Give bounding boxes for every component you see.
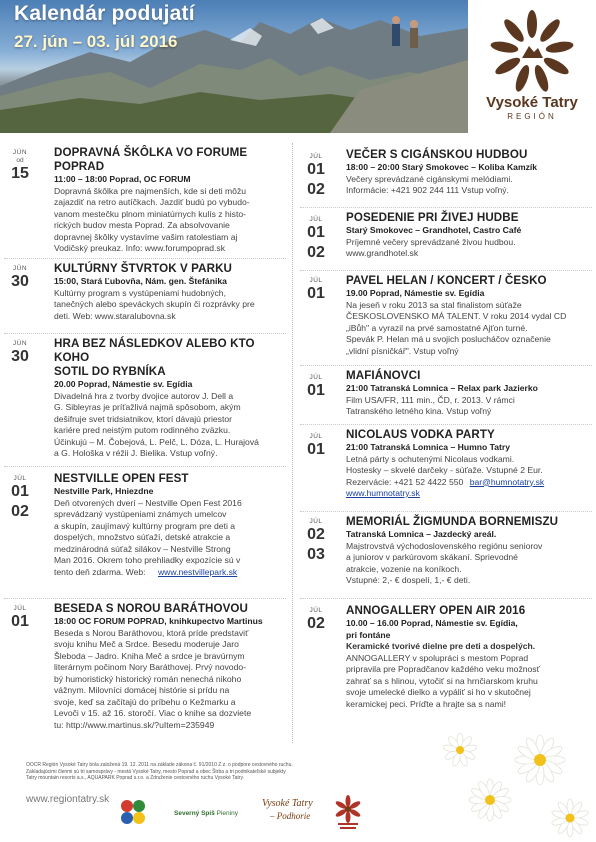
event-title: MAFIÁNOVCI (346, 369, 421, 382)
footer (0, 760, 596, 842)
event-day: 01 (11, 483, 29, 500)
event-month: JÚL (309, 277, 323, 284)
event-web-link[interactable]: www.humnotatry.sk (346, 488, 420, 498)
event-line: Tatranského letného kina. Vstup voľný (346, 406, 492, 416)
event-highlight: Keramické tvorivé dielne pre deti a dospelých. (346, 641, 536, 651)
mountain-photo (0, 0, 468, 133)
event-line: Man 2016. Okrem toho prehliadky expozície sú v (54, 555, 241, 565)
footer-note-line: OOCR Región Vysoké Tatry bola založená 19. 12. 2011 na základe zákona č. 91/2010 Z.z. o podpore cestovného ruchu. (26, 762, 293, 768)
event-email-link[interactable]: bar@humnotatry.sk (469, 476, 545, 487)
event-line: vanom mestečku plnom miniatúrnych kulís z histo- (54, 208, 246, 219)
event-line: Kultúrny program s vystúpeniami hudobných, (54, 287, 226, 298)
event-line: svoju knihu Meč a Srdce. Besedu moderuje Jaro (54, 639, 239, 649)
page-title: Kalendár podujatí (14, 2, 195, 25)
event-title: BESEDA S NOROU BARÁTHOVOU (54, 602, 249, 615)
event-separator (4, 598, 286, 599)
event-day: 01 (307, 161, 325, 178)
event-web-link[interactable]: www.nestvillepark.sk (157, 566, 238, 577)
podhorie-logo-title: Vysoké Tatry (262, 798, 313, 809)
event-line: „iBůh" a vyrazil na prvé samostatné Ajťon turné. (346, 322, 528, 333)
event-date (0, 339, 40, 366)
event-meta: 20.00 Poprad, Námestie sv. Egídia (54, 379, 193, 389)
event-body (54, 472, 286, 578)
event-meta: 18:00 – 20:00 Starý Smokovec – Koliba Kamzík (346, 162, 538, 172)
event-line (346, 477, 592, 489)
event-contact: Rezervácie: +421 52 4422 550 (346, 476, 464, 487)
severny-spis-name: Severný Spiš (174, 810, 215, 817)
event-line: vážnym. Milovníci domácej histórie si prídu na (54, 685, 230, 695)
event-title-cont: SOTIL DO RYBNÍKA (54, 365, 166, 378)
event-line: Príjemné večery sprevádzané živou hudbou. (346, 236, 516, 247)
event-day: 01 (11, 613, 29, 630)
event-date (296, 432, 336, 459)
severny-spis-logo-text (174, 810, 238, 817)
event-date (296, 606, 336, 633)
event-line: Film USA/FR, 111 min., ČD, r. 2013. V rámci (346, 394, 515, 405)
event-month: JÚN (12, 265, 28, 272)
event-date (296, 517, 336, 564)
severny-spis-logo-icon (118, 796, 170, 830)
event-date (0, 604, 40, 631)
event-line: Vodičský preukaz. Info: www.forumpoprad.sk (54, 243, 225, 253)
event-line: ČESKOSLOVENSKO MÁ TALENT. V roku 2014 vydal CD (346, 311, 567, 321)
event-line: Informácie: +421 902 244 111 Vstup voľný. (346, 185, 509, 195)
event-line: Vstupné: 2,- € dospelí, 1,- € deti. (346, 575, 471, 585)
event-title: VEČER S CIGÁNSKOU HUDBOU (346, 148, 528, 161)
edelweiss-icon (468, 0, 596, 94)
event-meta: 11:00 – 18:00 Poprad, OC FORUM (54, 174, 191, 184)
event-separator (300, 424, 592, 425)
event-line: sprevádzaný vystúpeniami známych umelcov (54, 509, 227, 519)
event-line: rických budov mesta Poprad. Za absolvovanie (54, 220, 230, 230)
event-title: MEMORIÁL ŽIGMUNDA BORNEMISZU (346, 515, 559, 528)
event-line: deti. Web: www.staralubovna.sk (54, 310, 176, 321)
event-body (54, 337, 286, 460)
event-day: 01 (307, 285, 325, 302)
event-line (346, 488, 592, 500)
event-line: literárnym počinom Nory Baráthovej. Prvý novodo- (54, 662, 247, 672)
event-meta: Starý Smokovec – Grandhotel, Castro Café (346, 225, 522, 235)
event-line: bý humoristický historický román nenechá nikoho (54, 673, 242, 684)
event-line: Letná párty s ochutenými Nicolaus vodkami. (346, 453, 515, 464)
event-date (0, 148, 40, 183)
event-title: POSEDENIE PRI ŽIVEJ HUDBE (346, 211, 519, 224)
event-day-end: 02 (307, 181, 325, 198)
event-day: 30 (11, 273, 29, 290)
event-month: JÚL (309, 607, 323, 614)
event-day: 02 (307, 615, 325, 632)
event-line: „vlidní písničkář". Vstup voľný (346, 345, 459, 356)
event-month: JÚL (309, 216, 323, 223)
event-day: 01 (307, 441, 325, 458)
event-month: JÚN (12, 340, 28, 347)
event-line: www.grandhotel.sk (346, 248, 419, 258)
region-logo (468, 0, 596, 133)
event-month: JÚN (12, 149, 28, 156)
event-day-end: 02 (307, 244, 325, 261)
event-line: a G. Hološka v réžii J. Bielika. Vstup voľný. (54, 448, 218, 458)
event-separator (300, 598, 592, 599)
footer-note (26, 762, 326, 782)
event-line: ANNOGALLERY v spolupráci s mestom Poprad (346, 652, 529, 663)
event-day: 02 (307, 526, 325, 543)
event-body (54, 602, 286, 731)
tatry-spis-pieniny-logo-icon (333, 794, 363, 830)
event-line: Spevák P. Helan má u svojich poslucháčov označenie (346, 334, 551, 344)
event-line: Účinkujú – M. Čobejová, L. Pelč, L. Dóza, L. Hurajová (54, 436, 259, 447)
event-title: NESTVILLE OPEN FEST (54, 472, 189, 485)
logo-title: Vysoké Tatry (486, 94, 578, 111)
event-line-text: tento deň zdarma. Web: (54, 566, 146, 577)
event-month: JÚL (309, 153, 323, 160)
event-title: NICOLAUS VODKA PARTY (346, 428, 495, 441)
event-meta: 21:00 Tatranská Lomnica – Humno Tatry (346, 442, 510, 452)
event-title: HRA BEZ NÁSLEDKOV ALEBO KTO KOHO (54, 337, 255, 364)
event-month: JÚL (13, 605, 27, 612)
event-separator (4, 466, 286, 467)
event-body (346, 515, 592, 587)
event-day: 15 (11, 165, 29, 182)
event-body (346, 211, 592, 260)
event-line: svoje umelecké dielko a vypáliť si ho v skutočnej (346, 687, 531, 697)
event-separator (300, 207, 592, 208)
event-meta: Nestville Park, Hniezdne (54, 486, 154, 496)
event-date-prefix: od (16, 157, 24, 164)
podhorie-logo-subtitle: – Podhorie (270, 811, 311, 821)
event-date (296, 152, 336, 199)
event-day: 01 (307, 382, 325, 399)
event-meta: Tatranská Lomnica – Jazdecký areál. (346, 529, 497, 539)
event-separator (4, 258, 286, 259)
event-title: PAVEL HELAN / KONCERT / ČESKO (346, 274, 547, 287)
footer-website-link[interactable]: www.regiontatry.sk (26, 794, 110, 805)
footer-note-line: Zakladajúcimi členmi sú tri samosprávy - mestá Vysoké Tatry, mesto Poprad a obec Štrba a tri podnikateľské subjekty (26, 768, 286, 775)
event-month: JÚL (13, 475, 27, 482)
event-line: a skupín, zaujímavý kultúrny program pre deti a (54, 520, 236, 531)
event-line: kariére pred neistým putom rodinného zväzku. (54, 425, 231, 435)
event-line (54, 567, 286, 579)
event-body (346, 369, 592, 418)
event-line: svoje, keď sa začítajú do príbehu o Kežmarku a (54, 696, 236, 707)
event-line: Na jeseň v roku 2013 sa stal finalistom súťaže (346, 299, 522, 310)
event-body (346, 148, 592, 197)
event-body (346, 274, 592, 357)
event-line: Beseda s Norou Baráthovou, ktorá príde predstaviť (54, 627, 249, 638)
event-body (54, 146, 286, 255)
event-body (54, 262, 286, 322)
event-meta: 15:00, Stará Ľubovňa, Nám. gen. Štefánika (54, 276, 227, 286)
event-day-end: 03 (307, 546, 325, 563)
event-line: tanečných alebo speváckych skupín či rozprávky pre (54, 299, 255, 309)
event-separator (300, 270, 592, 271)
event-date (0, 474, 40, 521)
event-line: atrakcie, vozenie na koníkoch. (346, 563, 462, 574)
event-line: Divadelná hra z tvorby dvojice autorov J. Dell a (54, 390, 234, 401)
event-day-end: 02 (11, 503, 29, 520)
event-date (296, 215, 336, 262)
event-line: Majstrovstvá východoslovenského regiónu seniorov (346, 540, 543, 551)
event-line: zahrať sa s hlinou, vytočiť si na hrnčiarskom kruhu (346, 675, 538, 686)
event-line: zajazdiť na retro autíčkach. Jazdiť budú po vybudo- (54, 197, 250, 207)
event-line: dopravnej škôlky vystavíme vašim ratolestiam aj (54, 231, 238, 242)
event-day: 30 (11, 348, 29, 365)
column-divider (292, 143, 293, 743)
event-meta: 18:00 OC FORUM POPRAD, knihkupectvo Martinus (54, 616, 263, 626)
event-line: pripravila pre Popradčanov každého veku možnosť (346, 664, 540, 674)
pieniny-name: Pieniny (216, 810, 238, 817)
event-meta: 10.00 – 16.00 Poprad, Námestie sv. Egídia, (346, 618, 518, 628)
event-separator (4, 333, 286, 334)
event-month: JÚL (309, 518, 323, 525)
event-line: tu: http://www.martinus.sk/?uItem=235949 (54, 719, 215, 730)
event-line: keramickej peci. Príďte a hrajte sa s nami! (346, 698, 507, 709)
event-meta: 21:00 Tatranská Lomnica – Relax park Jazierko (346, 383, 538, 393)
date-range: 27. jún – 03. júl 2016 (14, 32, 178, 51)
event-title: ANNOGALLERY OPEN AIR 2016 (346, 604, 526, 617)
event-date (0, 264, 40, 291)
event-line: a juniorov v parkúrovom skákaní. Sprievodné (346, 552, 518, 562)
footer-note-line: Tatry mountain resorts a.s., AQUAPARK Poprad s.r.o. a Združenie cestovného ruchu Vysoké Tatry. (26, 775, 244, 781)
event-body (346, 604, 592, 710)
event-line: Šleboda – Jadro. Kniha Meč a srdce je bravúrnym (54, 650, 245, 661)
event-title: DOPRAVNÁ ŠKÔLKA VO FORUME POPRAD (54, 146, 248, 173)
event-line: dospelých, množstvo súťaží, detské atrakcie a (54, 532, 231, 542)
event-day: 01 (307, 224, 325, 241)
event-body (346, 428, 592, 500)
event-month: JÚL (309, 374, 323, 381)
event-line: Večery sprevádzané cigánskymi melódiami. (346, 173, 513, 184)
event-line: Levoči v 15. až 16. storočí. Viac o knihe sa dozviete (54, 708, 252, 718)
event-separator (300, 511, 592, 512)
event-line: medzinárodná súťaž silákov – Nestville Strong (54, 543, 231, 554)
logo-region: REGIÓN (507, 112, 557, 121)
event-line: G. Sibleyras je príťažlivá najmä spôsobom, akým (54, 402, 241, 412)
event-meta: 19.00 Poprad, Námestie sv. Egídia (346, 288, 485, 298)
event-date (296, 373, 336, 400)
event-title: KULTÚRNY ŠTVRTOK V PARKU (54, 262, 233, 275)
event-line: Dopravná škôlka pre najmenších, kde si deti môžu (54, 185, 247, 196)
event-date (296, 276, 336, 303)
event-meta-cont: pri fontáne (346, 629, 391, 640)
event-line: dešifruje svet tridsiatnikov, ktorí dávajú priestor (54, 413, 232, 424)
event-month: JÚL (309, 433, 323, 440)
event-line: Deň otvorených dverí – Nestville Open Fest 2016 (54, 497, 242, 508)
event-line: Hostesky – skvelé darčeky - súťaže. Vstupné 2 Eur. (346, 465, 543, 475)
event-separator (300, 365, 592, 366)
header (0, 0, 596, 133)
